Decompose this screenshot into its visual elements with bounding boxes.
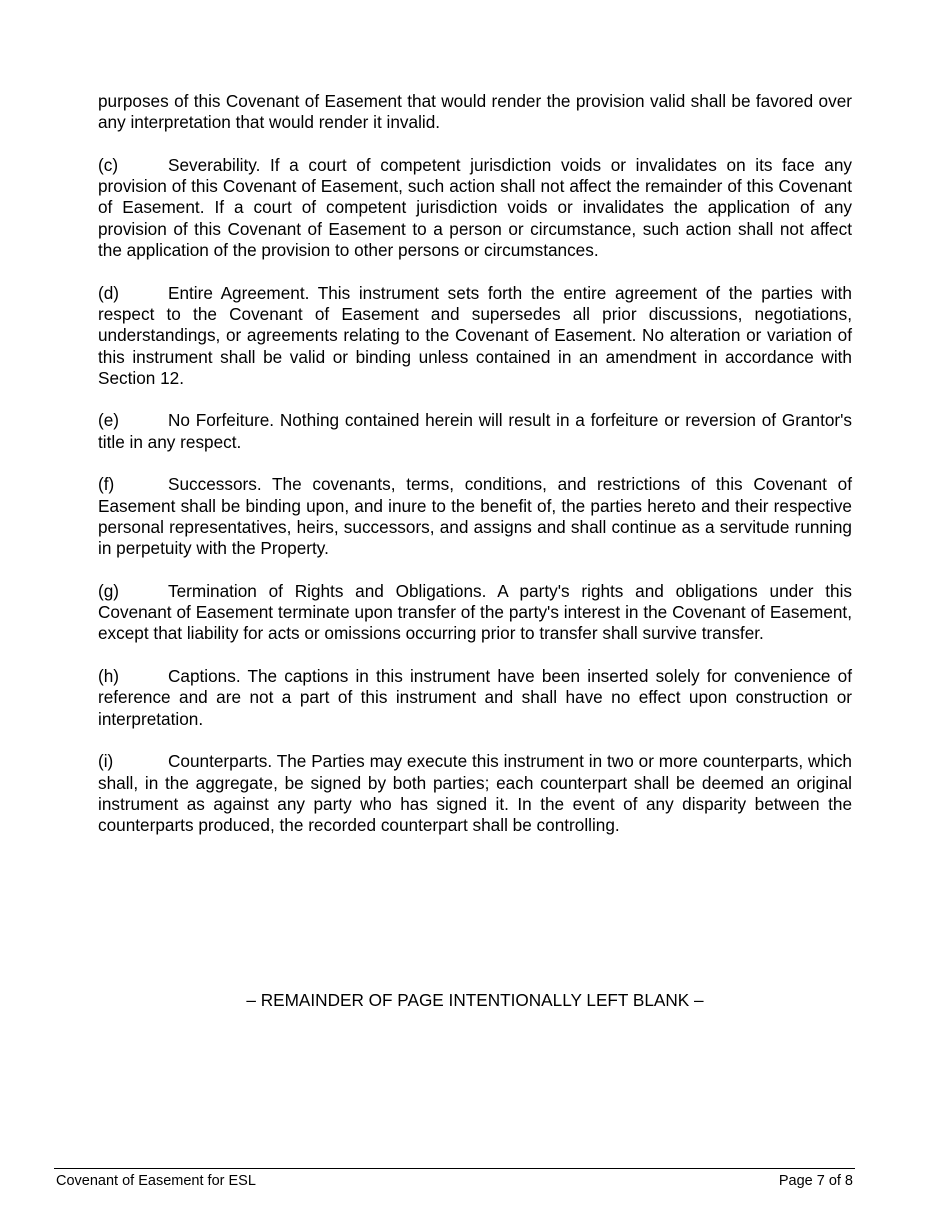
paragraph-label: (h) <box>98 666 120 687</box>
paragraph-label: (e) <box>98 410 120 431</box>
paragraph-severability <box>98 155 852 261</box>
footer-document-title: Covenant of Easement for ESL <box>56 1173 256 1189</box>
paragraph-label: (c) <box>98 154 119 175</box>
paragraph-termination <box>98 581 852 645</box>
paragraph-text: Severability. If a court of competent jurisdiction voids or invalidates on its face any provision of this Covenant of Easement, such action shall not affect the remainder of this Covenant of Easement. If a court of competent jurisdiction voids or invalidates the application of any provision of this Covenant of Easement to a person or circumstance, such action shall not affect the application of the provision to other persons or circumstances. <box>98 154 852 261</box>
document-body <box>98 91 852 858</box>
paragraph-text: Termination of Rights and Obligations. A party's rights and obligations under this Covenant of Easement terminate upon transfer of the party's interest in the Covenant of Easement, except that liability for acts or omissions occurring prior to transfer shall survive transfer. <box>98 580 852 644</box>
paragraph-text: No Forfeiture. Nothing contained herein will result in a forfeiture or reversion of Grantor's title in any respect. <box>98 410 852 452</box>
paragraph-successors <box>98 474 852 559</box>
paragraph-label: (f) <box>98 474 115 495</box>
footer-page-number: Page 7 of 8 <box>778 1173 853 1189</box>
paragraph-label: (i) <box>98 751 114 772</box>
paragraph-entire-agreement <box>98 283 852 389</box>
paragraph-label: (g) <box>98 580 120 601</box>
paragraph-continuation <box>98 91 852 134</box>
paragraph-counterparts <box>98 751 852 836</box>
footer-divider <box>54 1168 855 1169</box>
paragraph-captions <box>98 666 852 730</box>
paragraph-text: Successors. The covenants, terms, conditions, and restrictions of this Covenant of Easement shall be binding upon, and inure to the benefit of, the parties hereto and their respective personal representatives, heirs, successors, and assigns and shall continue as a servitude running in perpetuity with the Property. <box>98 474 852 559</box>
blank-page-notice: – REMAINDER OF PAGE INTENTIONALLY LEFT BLANK – <box>246 990 704 1010</box>
paragraph-no-forfeiture <box>98 410 852 453</box>
paragraph-text: purposes of this Covenant of Easement that would render the provision valid shall be favored over any interpretation that would render it invalid. <box>98 91 852 133</box>
paragraph-label: (d) <box>98 282 120 303</box>
paragraph-text: Counterparts. The Parties may execute this instrument in two or more counterparts, which shall, in the aggregate, be signed by both parties; each counterpart shall be deemed an original instrument as against any party who has signed it. In the event of any disparity between the counterparts produced, the recorded counterpart shall be controlling. <box>98 751 852 836</box>
paragraph-text: Captions. The captions in this instrument have been inserted solely for convenience of reference and are not a part of this instrument and shall have no effect upon construction or interpretation. <box>98 666 852 729</box>
paragraph-text: Entire Agreement. This instrument sets forth the entire agreement of the parties with respect to the Covenant of Easement and supersedes all prior discussions, negotiations, understandings, or agreements relating to the Covenant of Easement. No alteration or variation of this instrument shall be valid or binding unless contained in an amendment in accordance with Section 12. <box>98 282 852 388</box>
